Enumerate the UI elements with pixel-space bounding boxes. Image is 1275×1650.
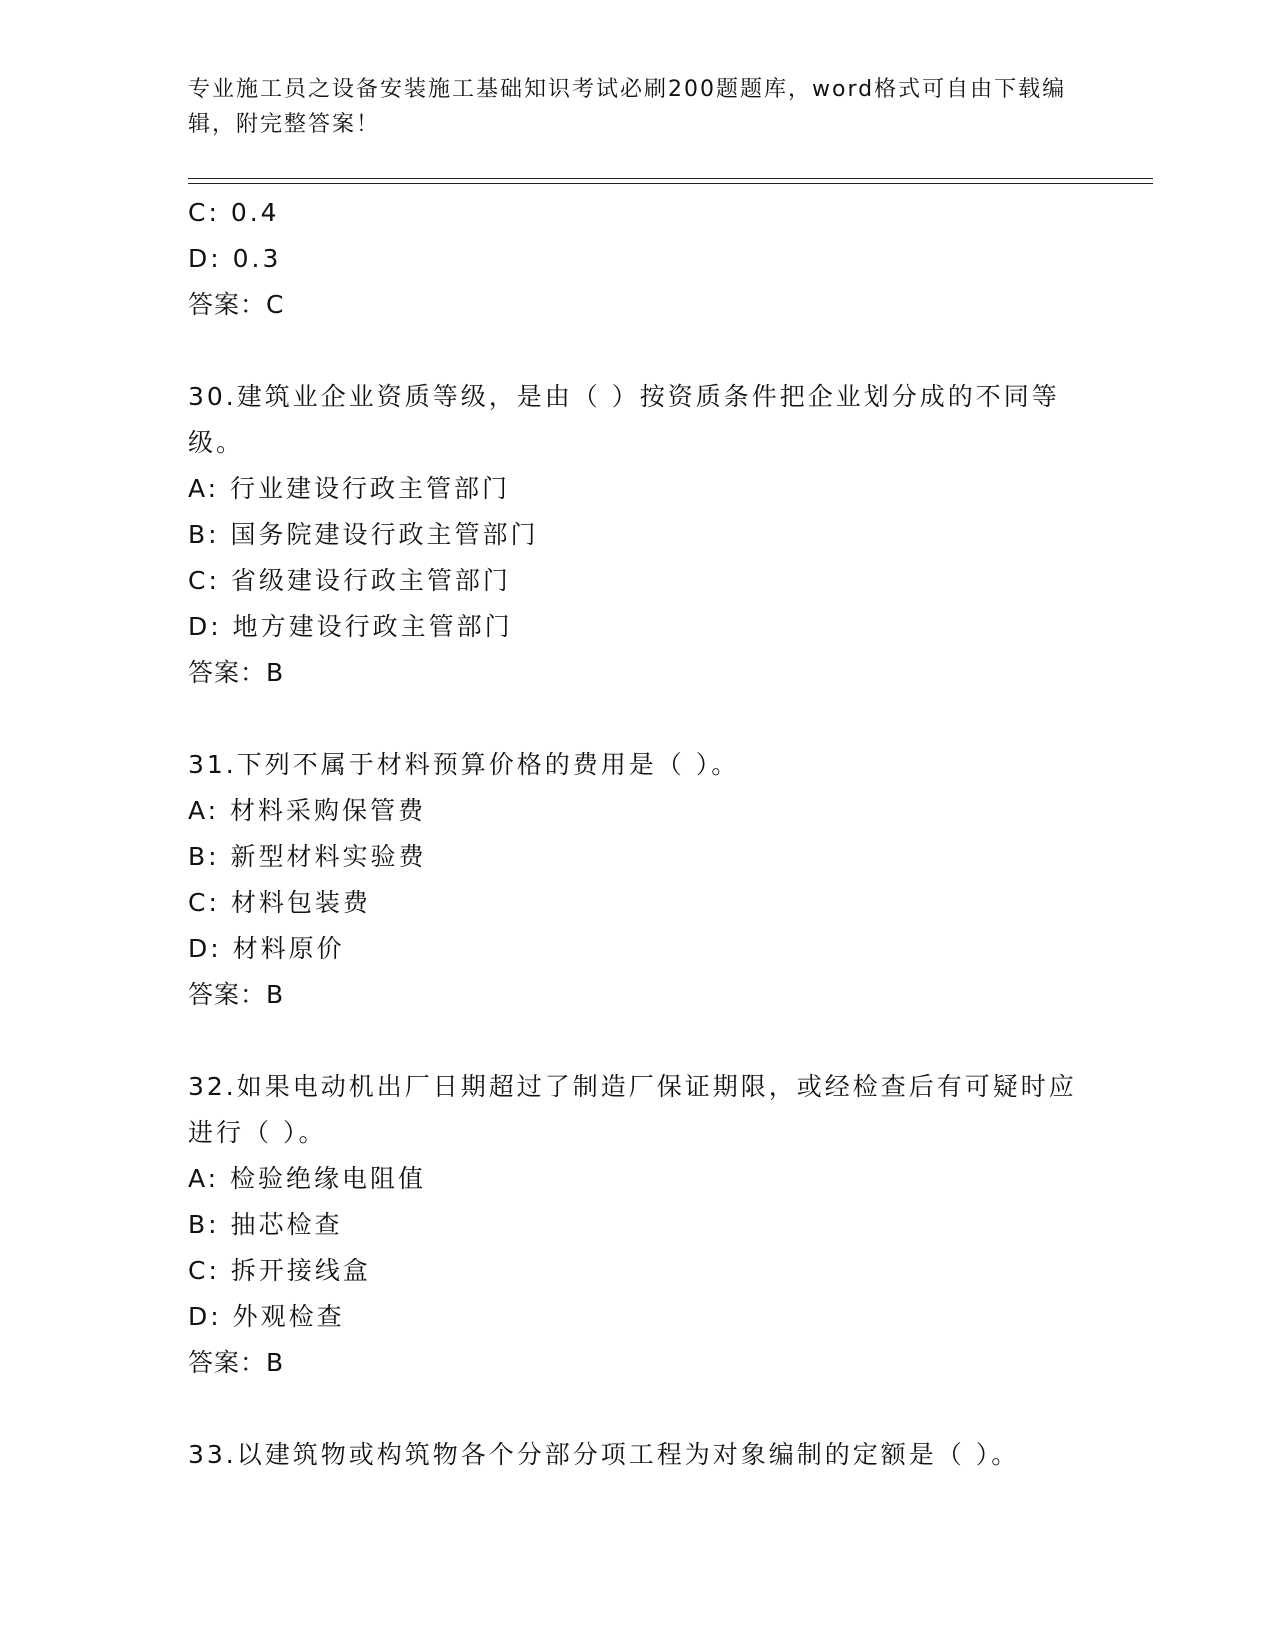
option-b: B: 新型材料实验费 xyxy=(188,842,427,871)
header-rule-bottom xyxy=(188,183,1153,184)
option-d: D: 材料原价 xyxy=(188,934,345,963)
question-text: 33.以建筑物或构筑物各个分部分项工程为对象编制的定额是（ ）。 xyxy=(188,1440,1020,1469)
option-c: C: 拆开接线盒 xyxy=(188,1256,371,1285)
answer-line: 答案：B xyxy=(188,980,285,1009)
option-b: B: 国务院建设行政主管部门 xyxy=(188,520,539,549)
header-rule-top xyxy=(188,178,1153,179)
option-c: C: 省级建设行政主管部门 xyxy=(188,566,511,595)
option-b: B: 抽芯检查 xyxy=(188,1210,343,1239)
question-32 xyxy=(188,1064,1088,1386)
option-d: D: 0.3 xyxy=(188,244,282,273)
question-33 xyxy=(188,1432,1088,1478)
option-a: A: 行业建设行政主管部门 xyxy=(188,474,511,503)
question-text: 31.下列不属于材料预算价格的费用是（ ）。 xyxy=(188,750,740,779)
question-text: 32.如果电动机出厂日期超过了制造厂保证期限，或经检查后有可疑时应进行（ ）。 xyxy=(188,1072,1077,1147)
prev-question-tail xyxy=(188,190,1088,328)
question-31 xyxy=(188,742,1088,1018)
option-a: A: 检验绝缘电阻值 xyxy=(188,1164,427,1193)
answer-line: 答案：C xyxy=(188,290,285,319)
option-a: A: 材料采购保管费 xyxy=(188,796,427,825)
question-30 xyxy=(188,374,1088,696)
document-header xyxy=(188,72,1088,142)
answer-line: 答案：B xyxy=(188,658,285,687)
option-c: C: 0.4 xyxy=(188,198,280,227)
document-title: 专业施工员之设备安装施工基础知识考试必刷200题题库，word格式可自由下载编辑，附完整答案！ xyxy=(188,77,1067,137)
document-body xyxy=(188,190,1088,1478)
option-d: D: 外观检查 xyxy=(188,1302,345,1331)
answer-line: 答案：B xyxy=(188,1348,285,1377)
option-d: D: 地方建设行政主管部门 xyxy=(188,612,513,641)
question-text: 30.建筑业企业资质等级，是由（ ）按资质条件把企业划分成的不同等级。 xyxy=(188,382,1060,457)
option-c: C: 材料包装费 xyxy=(188,888,371,917)
